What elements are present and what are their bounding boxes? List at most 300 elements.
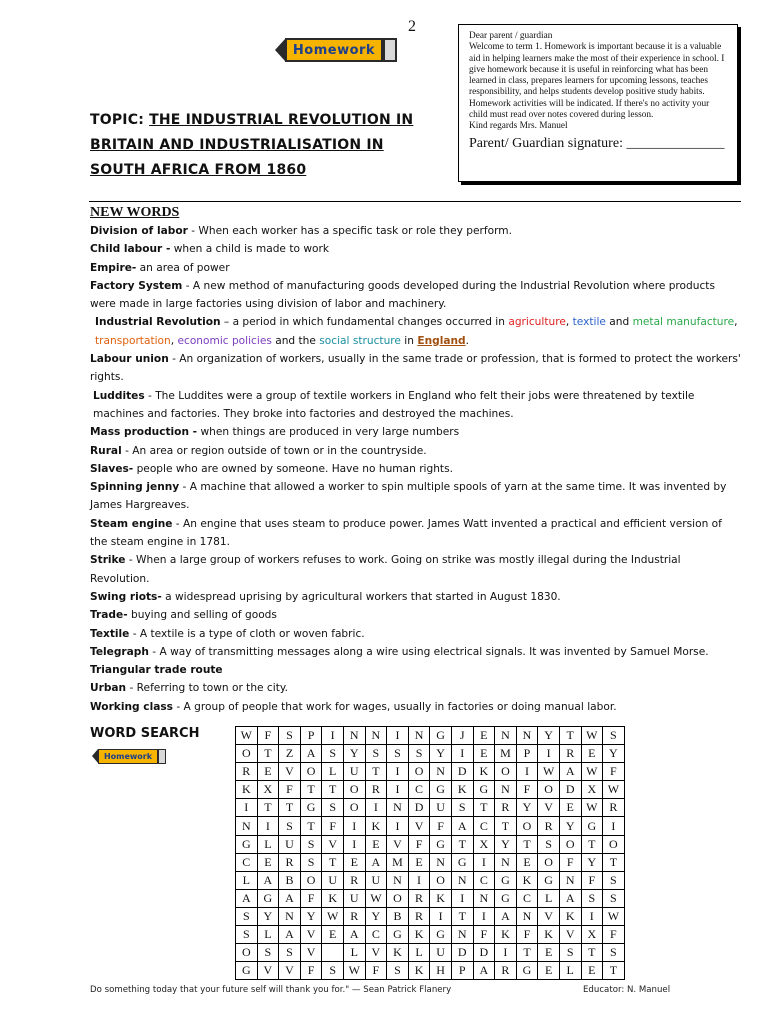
word-search-cell: C (473, 817, 495, 835)
word-search-cell: C (365, 926, 387, 944)
definition-item: Empire- an area of power (90, 261, 230, 274)
word-search-row (236, 817, 625, 835)
word-search-cell: U (343, 889, 365, 907)
word-search-cell: E (538, 944, 560, 962)
word-search-cell: I (473, 853, 495, 871)
word-search-cell: N (343, 727, 365, 745)
word-search-cell: F (559, 853, 581, 871)
word-search-cell: D (473, 944, 495, 962)
word-search-cell: E (365, 835, 387, 853)
word-search-cell: P (451, 962, 473, 980)
word-search-cell: T (300, 817, 322, 835)
word-search-cell: A (473, 962, 495, 980)
word-search-cell: G (257, 889, 279, 907)
word-search-cell: F (408, 835, 430, 853)
definition-item: Telegraph - A way of transmitting messages along a wire using electrical signals. It was invented by Samuel Morse. (90, 645, 709, 658)
word-search-cell: V (408, 817, 430, 835)
word-search-cell: G (236, 835, 258, 853)
word-search-cell: O (559, 835, 581, 853)
word-search-cell: I (322, 727, 344, 745)
word-search-cell: X (581, 781, 603, 799)
word-search-cell: S (451, 799, 473, 817)
word-search-cell: T (516, 944, 538, 962)
word-search-cell: N (279, 907, 301, 925)
definition-item: Swing riots- a widespread uprising by agricultural workers that started in August 1830. (90, 590, 561, 603)
word-search-cell: S (581, 889, 603, 907)
word-search-cell: O (236, 944, 258, 962)
parent-note-greeting: Dear parent / guardian (469, 31, 553, 41)
word-search-cell: V (538, 799, 560, 817)
word-search-cell: K (538, 926, 560, 944)
word-search-cell: T (559, 727, 581, 745)
word-search-cell: T (451, 907, 473, 925)
word-search-cell: A (279, 926, 301, 944)
word-search-cell: C (408, 781, 430, 799)
word-search-cell: S (322, 962, 344, 980)
word-search-cell: N (473, 889, 495, 907)
word-search-cell: G (451, 853, 473, 871)
word-search-cell: G (430, 781, 452, 799)
word-search-cell: M (495, 745, 517, 763)
word-search-cell: S (257, 944, 279, 962)
word-search-cell: K (365, 817, 387, 835)
definition-item: Strike - When a large group of workers refuses to work. Going on strike was mostly illegal during the Industrial Revolution. (90, 554, 681, 585)
word-search-cell: U (430, 944, 452, 962)
word-search-cell: G (495, 889, 517, 907)
word-search-cell: E (581, 745, 603, 763)
word-search-cell: S (279, 727, 301, 745)
word-search-cell: S (300, 853, 322, 871)
definitions-list (90, 222, 742, 716)
homework-badge-small (92, 748, 166, 764)
word-search-cell: T (257, 745, 279, 763)
word-search-cell: N (451, 926, 473, 944)
word-search-cell: A (279, 889, 301, 907)
word-search-cell: O (408, 763, 430, 781)
word-search-cell: G (430, 926, 452, 944)
word-search-cell: E (473, 727, 495, 745)
word-search-cell: R (343, 871, 365, 889)
word-search-cell: U (343, 763, 365, 781)
word-search-cell: G (430, 835, 452, 853)
word-search-cell: O (603, 835, 625, 853)
word-search-row (236, 871, 625, 889)
word-search-cell: I (538, 745, 560, 763)
word-search-cell (322, 944, 344, 962)
word-search-cell: N (451, 871, 473, 889)
word-search-cell: L (538, 889, 560, 907)
word-search-cell: K (322, 889, 344, 907)
word-search-cell: L (236, 871, 258, 889)
word-search-cell: J (451, 727, 473, 745)
word-search-cell: L (257, 926, 279, 944)
pencil-tip-icon (275, 39, 285, 61)
topic-line-3: SOUTH AFRICA FROM 1860 (90, 162, 307, 178)
topic-heading (90, 108, 440, 183)
word-search-row (236, 781, 625, 799)
word-search-cell: A (559, 763, 581, 781)
word-search-cell: S (236, 926, 258, 944)
word-search-cell: I (387, 727, 409, 745)
word-search-cell: W (603, 781, 625, 799)
word-search-row (236, 926, 625, 944)
word-search-cell: O (300, 763, 322, 781)
word-search-cell: Y (538, 727, 560, 745)
word-search-cell: V (279, 962, 301, 980)
word-search-cell: N (495, 853, 517, 871)
word-search-cell: X (581, 926, 603, 944)
definition-item: Rural - An area or region outside of town or in the countryside. (90, 444, 427, 457)
word-search-cell: Y (257, 907, 279, 925)
word-search-cell: C (236, 853, 258, 871)
word-search-cell: T (603, 853, 625, 871)
word-search-cell: O (343, 781, 365, 799)
word-search-cell: A (365, 853, 387, 871)
word-search-cell: S (387, 962, 409, 980)
definition-item: Steam engine - An engine that uses steam to produce power. James Watt invented a practical and efficient version of the steam engine in 1781. (90, 517, 722, 549)
word-search-cell: S (300, 835, 322, 853)
topic-line-2: BRITAIN AND INDUSTRIALISATION IN (90, 137, 384, 153)
word-search-cell: I (343, 817, 365, 835)
word-search-cell: F (365, 962, 387, 980)
word-search-cell: C (473, 871, 495, 889)
word-search-cell: G (516, 962, 538, 980)
word-search-cell: X (257, 781, 279, 799)
word-search-cell: L (559, 962, 581, 980)
word-search-cell: N (516, 727, 538, 745)
word-search-cell: F (322, 817, 344, 835)
word-search-cell: K (473, 763, 495, 781)
word-search-cell: G (473, 781, 495, 799)
word-search-cell: W (581, 727, 603, 745)
word-search-row (236, 835, 625, 853)
word-search-cell: I (451, 745, 473, 763)
homework-badge (275, 37, 397, 63)
word-search-cell: I (387, 817, 409, 835)
word-search-cell: S (279, 944, 301, 962)
word-search-cell: S (538, 835, 560, 853)
word-search-cell: O (538, 781, 560, 799)
word-search-cell: N (559, 871, 581, 889)
word-search-row (236, 889, 625, 907)
word-search-cell: N (365, 727, 387, 745)
word-search-cell: V (257, 962, 279, 980)
word-search-cell: N (430, 763, 452, 781)
word-search-cell: R (365, 781, 387, 799)
word-search-cell: B (279, 871, 301, 889)
word-search-cell: I (451, 889, 473, 907)
word-search-cell: I (516, 763, 538, 781)
word-search-cell: D (408, 799, 430, 817)
word-search-cell: Y (516, 799, 538, 817)
word-search-cell: A (559, 889, 581, 907)
word-search-cell: D (451, 763, 473, 781)
word-search-cell: I (473, 907, 495, 925)
footer-quote: Do something today that your future self will thank you for." — Sean Patrick Flanery (90, 985, 452, 995)
word-search-cell: S (365, 745, 387, 763)
word-search-cell: U (322, 871, 344, 889)
definition-item: Spinning jenny - A machine that allowed a worker to spin multiple spools of yarn at the same time. It was invented by James Hargreaves. (90, 481, 727, 512)
word-search-cell: E (343, 853, 365, 871)
word-search-cell: I (603, 817, 625, 835)
word-search-cell: I (581, 907, 603, 925)
word-search-cell: H (430, 962, 452, 980)
definition-item: Labour union - An organization of workers, usually in the same trade or profession, that is formed to protect the workers' rights. (90, 353, 741, 384)
word-search-cell: F (603, 763, 625, 781)
definition-item: Industrial Revolution – a period in which fundamental changes occurred in agriculture, textile and metal manufacture, transportation, economic policies and the social structure in England. (95, 316, 738, 347)
word-search-cell: S (322, 745, 344, 763)
word-search-cell: S (603, 871, 625, 889)
word-search-cell: Y (300, 907, 322, 925)
definition-item: Working class - A group of people that work for wages, usually in factories or doing manual labor. (90, 700, 617, 713)
word-search-cell: K (387, 944, 409, 962)
word-search-cell: F (581, 871, 603, 889)
word-search-cell: O (343, 799, 365, 817)
word-search-cell: S (603, 727, 625, 745)
word-search-cell: G (581, 817, 603, 835)
word-search-cell: W (343, 962, 365, 980)
word-search-cell: K (236, 781, 258, 799)
word-search-cell: S (603, 889, 625, 907)
word-search-cell: F (279, 781, 301, 799)
word-search-cell: T (516, 835, 538, 853)
word-search-cell: K (516, 871, 538, 889)
parent-note-regards: Kind regards Mrs. Manuel (469, 121, 568, 132)
word-search-cell: G (495, 871, 517, 889)
word-search-cell: G (430, 727, 452, 745)
word-search-cell: X (473, 835, 495, 853)
definition-item: Mass production - when things are produced in very large numbers (90, 426, 460, 439)
word-search-cell: E (473, 745, 495, 763)
word-search-cell: R (408, 889, 430, 907)
word-search-cell: K (451, 781, 473, 799)
word-search-grid (235, 726, 625, 980)
word-search-cell: R (495, 799, 517, 817)
word-search-cell: F (516, 781, 538, 799)
word-search-cell: L (343, 944, 365, 962)
word-search-cell: W (322, 907, 344, 925)
word-search-cell: T (322, 853, 344, 871)
word-search-row (236, 944, 625, 962)
word-search-cell: R (495, 962, 517, 980)
word-search-cell: K (430, 889, 452, 907)
word-search-cell: E (538, 962, 560, 980)
word-search-cell: N (495, 727, 517, 745)
word-search-row (236, 727, 625, 745)
word-search-cell: O (300, 871, 322, 889)
word-search-cell: S (387, 745, 409, 763)
word-search-cell: N (236, 817, 258, 835)
word-search-cell: A (495, 907, 517, 925)
topic-line-1: THE INDUSTRIAL REVOLUTION IN (149, 112, 414, 128)
word-search-cell: O (538, 853, 560, 871)
word-search-cell: W (365, 889, 387, 907)
word-search-cell: Y (343, 745, 365, 763)
word-search-cell: Y (603, 745, 625, 763)
word-search-cell: F (473, 926, 495, 944)
word-search-cell: N (495, 781, 517, 799)
word-search-cell: I (430, 907, 452, 925)
word-search-cell: I (495, 944, 517, 962)
word-search-cell: E (257, 853, 279, 871)
word-search-cell: O (495, 763, 517, 781)
word-search-cell: A (300, 745, 322, 763)
parent-signature-line: Parent/ Guardian signature: ______________ (469, 135, 725, 151)
word-search-cell: S (279, 817, 301, 835)
word-search-cell: I (236, 799, 258, 817)
word-search-cell: K (495, 926, 517, 944)
word-search-cell: T (451, 835, 473, 853)
word-search-row (236, 745, 625, 763)
word-search-cell: L (322, 763, 344, 781)
word-search-cell: V (300, 926, 322, 944)
word-search-cell: F (603, 926, 625, 944)
word-search-cell: S (408, 745, 430, 763)
word-search-cell: V (538, 907, 560, 925)
word-search-cell: O (430, 871, 452, 889)
word-search-cell: B (387, 907, 409, 925)
word-search-cell: R (603, 799, 625, 817)
word-search-row (236, 853, 625, 871)
word-search-cell: L (408, 944, 430, 962)
word-search-cell: T (495, 817, 517, 835)
word-search-cell: I (387, 781, 409, 799)
word-search-cell: W (581, 799, 603, 817)
word-search-cell: D (559, 781, 581, 799)
word-search-cell: P (516, 745, 538, 763)
word-search-cell: V (300, 944, 322, 962)
word-search-cell: Y (495, 835, 517, 853)
word-search-cell: R (343, 907, 365, 925)
word-search-cell: F (300, 962, 322, 980)
word-search-cell: F (300, 889, 322, 907)
word-search-cell: V (322, 835, 344, 853)
definition-item: Slaves- people who are owned by someone. Have no human rights. (90, 462, 453, 475)
word-search-cell: Z (279, 745, 301, 763)
word-search-cell: R (538, 817, 560, 835)
word-search-cell: N (387, 799, 409, 817)
word-search-cell: V (559, 926, 581, 944)
parent-note-body: Welcome to term 1. Homework is important because it is a valuable aid in helping learners make the most of their experience in school. I give homework because it is useful in reinforcing what has been learned in class, prepares learners for upcoming lessons, teaches responsibility, and helps students develop positive study habits. Homework activities will be indicated. If there's no activity your child must read over notes covered during lesson. (469, 42, 725, 121)
word-search-cell: A (343, 926, 365, 944)
word-search-cell: T (279, 799, 301, 817)
word-search-cell: E (559, 799, 581, 817)
word-search-cell: T (257, 799, 279, 817)
pencil-eraser-icon (158, 749, 166, 764)
word-search-cell: T (473, 799, 495, 817)
word-search-cell: U (279, 835, 301, 853)
word-search-cell: O (387, 889, 409, 907)
word-search-cell: W (538, 763, 560, 781)
word-search-cell: C (516, 889, 538, 907)
word-search-cell: I (387, 763, 409, 781)
divider (89, 201, 741, 202)
word-search-cell: T (365, 763, 387, 781)
word-search-cell: N (430, 853, 452, 871)
word-search-cell: S (559, 944, 581, 962)
word-search-cell: K (408, 926, 430, 944)
definition-item: Child labour - when a child is made to work (90, 243, 329, 256)
word-search-cell: A (257, 871, 279, 889)
word-search-cell: G (300, 799, 322, 817)
word-search-cell: I (408, 871, 430, 889)
word-search-cell: E (408, 853, 430, 871)
word-search-cell: F (430, 817, 452, 835)
pencil-eraser-icon (383, 38, 397, 62)
word-search-cell: S (322, 799, 344, 817)
word-search-row (236, 962, 625, 980)
word-search-cell: U (430, 799, 452, 817)
homework-badge-label: Homework (285, 38, 383, 62)
word-search-cell: K (559, 907, 581, 925)
word-search-cell: D (451, 944, 473, 962)
word-search-cell: W (236, 727, 258, 745)
word-search-cell: Y (430, 745, 452, 763)
definition-item: Trade- buying and selling of goods (90, 609, 277, 622)
word-search-cell: G (236, 962, 258, 980)
word-search-cell: A (451, 817, 473, 835)
word-search-cell: I (257, 817, 279, 835)
word-search-cell: Y (559, 817, 581, 835)
word-search-cell: R (408, 907, 430, 925)
word-search-cell: E (322, 926, 344, 944)
word-search-cell: I (343, 835, 365, 853)
word-search-cell: R (559, 745, 581, 763)
definition-item: Triangular trade route (90, 664, 223, 677)
word-search-cell: S (236, 907, 258, 925)
word-search-cell: P (300, 727, 322, 745)
word-search-cell: K (408, 962, 430, 980)
new-words-heading: NEW WORDS (90, 205, 180, 220)
definition-item: Luddites - The Luddites were a group of textile workers in England who felt their jobs were threatened by textile machines and factories. They broke into factories and destroyed the machines. (93, 389, 695, 420)
word-search-row (236, 907, 625, 925)
word-search-cell: U (365, 871, 387, 889)
word-search-cell: W (603, 907, 625, 925)
word-search-cell: Y (581, 853, 603, 871)
word-search-cell: E (516, 853, 538, 871)
word-search-cell: E (257, 763, 279, 781)
word-search-cell: I (365, 799, 387, 817)
definition-item: Urban - Referring to town or the city. (90, 682, 288, 695)
word-search-cell: F (257, 727, 279, 745)
word-search-row (236, 799, 625, 817)
word-search-cell: E (581, 962, 603, 980)
word-search-cell: N (387, 871, 409, 889)
word-search-cell: G (538, 871, 560, 889)
word-search-cell: W (581, 763, 603, 781)
word-search-cell: N (408, 727, 430, 745)
definition-item: Textile - A textile is a type of cloth or woven fabric. (90, 627, 365, 640)
word-search-heading: WORD SEARCH (90, 726, 200, 741)
word-search-cell: N (516, 907, 538, 925)
word-search-cell: T (322, 781, 344, 799)
word-search-cell: A (236, 889, 258, 907)
word-search-cell: V (365, 944, 387, 962)
definition-item: Factory System - A new method of manufacturing goods developed during the Industrial Revolution where products were made in large factories using division of labor and machinery. (90, 279, 715, 311)
word-search-cell: T (581, 944, 603, 962)
word-search-cell: T (300, 781, 322, 799)
page-number: 2 (408, 18, 416, 35)
word-search-cell: V (387, 835, 409, 853)
homework-badge-label: Homework (98, 749, 158, 764)
word-search-cell: V (279, 763, 301, 781)
word-search-cell: M (387, 853, 409, 871)
definition-item: Division of labor - When each worker has a specific task or role they perform. (90, 225, 512, 237)
word-search-cell: R (236, 763, 258, 781)
word-search-cell: O (516, 817, 538, 835)
word-search-cell: F (516, 926, 538, 944)
word-search-cell: L (257, 835, 279, 853)
